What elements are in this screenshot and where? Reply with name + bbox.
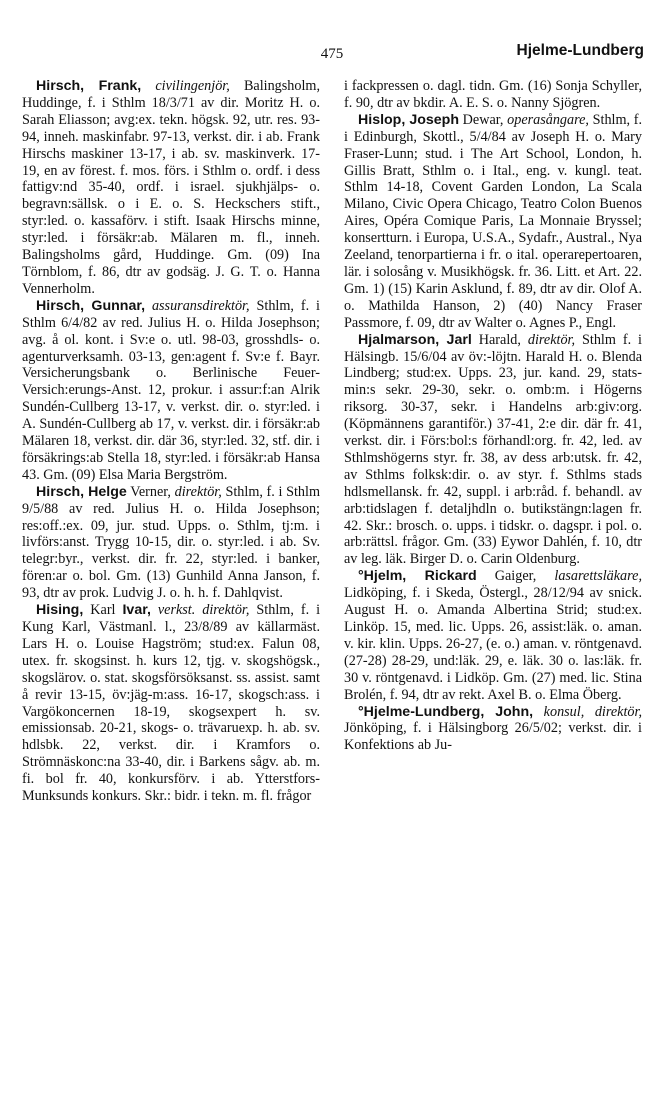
entry-continuation [344,78,642,112]
entry-name: Hjalmarson, Jarl [358,331,472,348]
entry-body: Sthlm f. i Hälsingb. 15/6/04 av öv:-löjtn. Harald H. o. Blenda Lindberg; stud:ex. Upps. 23, jur. kand. 29, stats-min:s sekr. 29-30, sekr. o. omb:m. i Högerns riksorg. 30-37, sekr. i Handelns arb:giv:org. (Köpmännens garantiför.) 37-41, 2:e dir. där fr. 41, verkst. dir. i Förs:bol:s förhandl:org. fr. 42, led. av Sthlmshögerns styr. fr. 38, av dess arb:utsk. fr. 42, av Sthlms folksk:dir. o. av styr. f. Sthlms stads hdlsmellansk. fr. 42, suppl. i arb:råd. f. behandl. av arb:tidslagen f. detaljhdln o. butikstängn:lagen fr. 42. Skr.: brosch. o. upps. i tidskr. o. dagspr. i pol. o. arb:rättsl. frågor. Gm. (33) Eywor Dahlén, f. 10, dtr av leg. läk. Birger D. o. Carin Oldenburg. [344,331,643,568]
page-number: 475 [320,46,344,62]
entry-body: Sthlm, f. i Edinburgh, Skottl., 5/4/84 av Joseph H. o. Mary Fraser-Lunn; stud. i The Art School, London, h. Gillis Bratt, Sthlm o. i Ital., eng. v. kungl. teat. Sthlm 14-18, Covent Garden London, La Scala Milano, Civic Opera Chicago, Teatro Colon Buenos Aires, Opéra Comique Paris, La Monnaie Bryssel; konsertturn. i Europa, U.S.A., Sydafr., Austral., Nya Zeeland, tenorpartierna i fr. o ital. operarepertoaren, lär. i solosång v. Musikhögsk. fr. 36. Litt. et Art. 22. Gm. 1) (15) Karin Asklund, f. 89, dtr av dir. Olof A. o. Mathilda Hanson, 2) (40) Nancy Fraser Passmore, f. 09, dtr av Walter o. Agnes P., Engl. [344,111,642,331]
running-head: Hjelme-Lundberg [516,42,644,59]
entry-name-rest: Harald, [478,331,521,348]
entry-title: civilingenjör, [155,78,230,94]
entry-name: Hising, [36,602,84,619]
entry-name: Hislop, Joseph [358,111,460,128]
entry-body: Jönköping, f. i Hälsingborg 26/5/02; verkst. dir. i Konfektions ab Ju- [344,720,642,754]
entry-name-rest: Gaiger, [494,568,537,585]
entry-body: Sthlm, f. i Sthlm 6/4/82 av red. Julius H. o. Hilda Josephson; avg. å ol. kont. i Sv:e o. utl. 98-03, grosshdls- o. agenturverksamh. 03-13, gen:agent f. Sv:e f. Bayr. Versicherungsbank o. Berlinische Feuer-Versich:erungs-Anst. 12, prokur. i assur:f:an Alrik Sundén-Cullberg 13-17, v. verkst. dir. o. styr:led. i A. Sundén-Cullberg ab 17, v. verkst. dir. i försäkr:ab Mälaren 18, verkst. dir. där 36, styr:led. 32, stf. dir. i försäkrings:ab Stella 18, styr:led. i försäkr:ab Hansa 43. Gm. (09) Elsa Maria Bergström. [22,297,320,483]
entry-hirsch-helge [22,484,320,602]
entry-hjalmarson-jarl [344,332,642,569]
entry-title: lasarettsläkare, [554,568,642,585]
entry-body: Lidköping, f. i Skeda, Östergl., 28/12/94 av snick. August H. o. Amanda Albertina Strid; stud:ex. Linköp. 15, med. lic. Upps. 26, assist:läk. o. aman. v. kir. klin. Upps. 26-27, (e. o.) aman. v. röntgenavd. (27-28) 28-29, und:läk. 29, e. läk. 30 o. las:läk. fr. 30 v. röntgenavd. i Lidköp. Gm. (27) med. lic. Stina Brolén, f. 94, dtr av rekt. Axel B. o. Elma Öberg. [344,585,642,703]
entry-hjelme-lundberg-john [344,704,642,755]
right-column [344,78,642,754]
entry-title: operasångare, [507,111,589,128]
entry-name-pre: Karl [90,602,116,619]
entry-hjelm-rickard [344,568,642,703]
entry-title: direktör, [527,331,576,348]
entry-name: Hirsch, Gunnar, [36,297,146,314]
entry-hirsch-frank [22,78,320,298]
entry-title: direktör, [174,483,222,500]
entry-body: i fackpressen o. dagl. tidn. Gm. (16) Sonja Schyller, f. 90, dtr av bkdir. A. E. S. o. Nanny Sjögren. [344,78,642,111]
entry-name: °Hjelme-Lundberg, John, [358,703,534,720]
entry-body: Sthlm, f. i Sthlm 9/5/88 av red. Julius H. o. Hilda Josephson; res:off.:ex. 09, jur. stud. Upps. o. Sthlm, tj:m. i livförs:anst. Trygg 10-15, dir. o. styr:led. i ab. Sv. telegr:byr., verkst. dir. fr. 22, styr:led. i banker, fören:ar o. bol. Gm. (13) Gunhild Anna Janson, f. 93, dtr av prok. Ludvig J. o. h. h. f. Dahlqvist. [22,483,320,602]
entry-name-rest: Dewar, [462,111,504,128]
entry-name-rest: Verner, [130,483,171,500]
entry-name: °Hjelm, Rickard [358,568,477,585]
entry-title: verkst. direktör, [157,602,250,619]
entry-hislop-joseph [344,112,642,332]
entry-name: Hirsch, Helge [36,483,127,500]
entry-hising-ivar [22,602,320,805]
entry-title: konsul, direktör, [543,703,642,720]
entry-hirsch-gunnar [22,298,320,484]
entry-body: Sthlm, f. i Kung Karl, Västmanl. l., 23/8/89 av källarmäst. Lars H. o. Louise Hagström; stud:ex. Falun 08, utex. fr. skogsinst. h. kurs 12, tjg. v. skogshögsk., skogslärov. o. stat. skogsförsöksanst. ss. assist. samt å revir 13-15, öv:jäg-m:ass. 16-17, skogsch:ass. i Vargökoncernen 18-19, skogsexpert h. sv. emissionsab. 20-21, skogs- o. trävaruexp. h. ab. sv. hdlsbk. 22, verkst. dir. i Kramfors o. Strömnäskonc:na 33-40, dir. i Barkens sågv. ab. m. fi. bol fr. 40, konkursförv. i ab. Ytterstfors-Munksunds konkurs. Skr.: bidr. i tekn. m. fl. frågor [22,602,321,805]
entry-name-rest: Ivar, [122,602,151,619]
entry-body: Balingsholm, Huddinge, f. i Sthlm 18/3/71 av dir. Moritz H. o. Sarah Eliasson; avg:ex. tekn. högsk. 92, utr. res. 93-94, inneh. maskinfabr. 97-13, verkst. dir. i ab. Frank Hirschs maskiner 13-17, i ab. sv. maskinverk. 17-19, en av förest. f. mos. förs. i Sthlm o. ordf. i dess fattigv:nd 35-40, ordf. i israel. sjukhjälps- o. begravn:sällsk. o i E. o. S. Heckschers stift., styr:led. o. kassaförv. i stift. Isaak Hirschs minne, styr:led. i försäkr:ab. Mälaren m. fl., inneh. Balingsholms gård, Huddinge. Gm. (09) Ina Törnblom, f. 86, dtr av godsäg. J. G. T. o. Hanna Vennerholm. [22,78,321,297]
entry-title: assuransdirektör, [151,297,250,314]
entry-name: Hirsch, Frank, [36,78,142,94]
left-column [22,78,320,805]
